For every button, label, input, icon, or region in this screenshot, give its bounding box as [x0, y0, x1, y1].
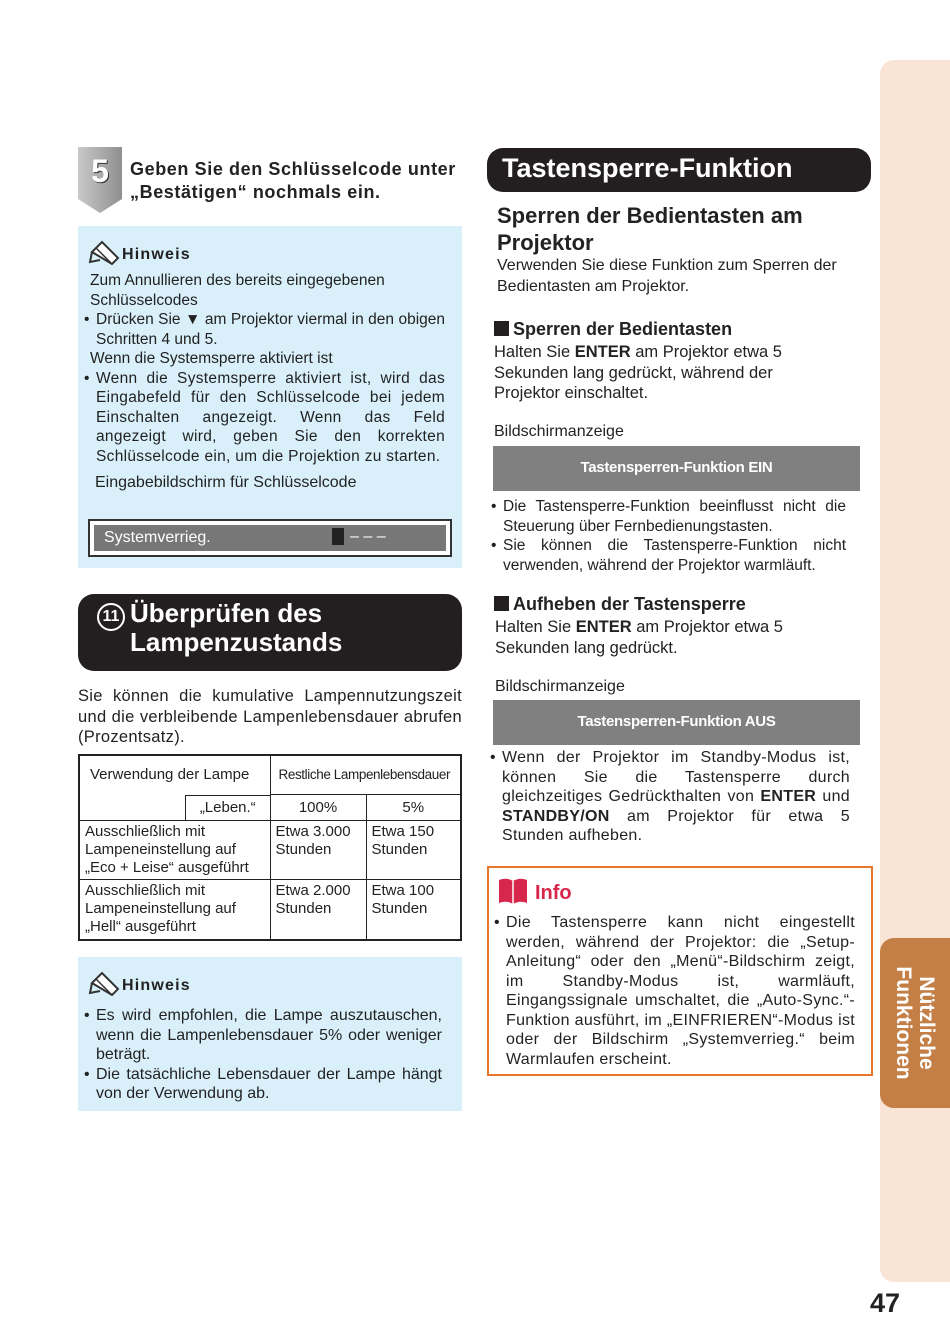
- unlock-bullet: [490, 748, 850, 846]
- bar-lock-on: [493, 446, 860, 491]
- section-title-line2: Lampenzustands: [130, 627, 343, 657]
- hinweis-box-1: [78, 226, 462, 568]
- screen-label-1: Bildschirmanzeige: [494, 423, 624, 440]
- book-icon: [497, 876, 529, 911]
- hinweis-bullet2: • Die tatsächliche Lebensdauer der Lampe hängt von der Verwendung ab.: [84, 1065, 442, 1104]
- table-head-remaining: Restliche Lampenlebensdauer: [270, 756, 460, 795]
- section-11-intro: Sie können die kumulative Lampennutzungszeit und die verbleibende Lampenlebensdauer abrufen (Prozentsatz).: [78, 687, 462, 746]
- lock-bullets: [491, 497, 846, 575]
- unlock-bullet-key1: ENTER: [760, 788, 817, 805]
- lock-head: [494, 319, 732, 340]
- table-leben-cell: [80, 795, 270, 821]
- screen-caption: Eingabebildschirm für Schlüsselcode: [95, 474, 357, 491]
- tastensperre-header: [487, 148, 871, 192]
- lamp-table: [80, 756, 460, 939]
- table-cell-100: Etwa 3.000 Stunden: [270, 821, 366, 880]
- table-cell-100: Etwa 2.000 Stunden: [270, 880, 366, 940]
- lock-head-text: Sperren der Bedientasten: [513, 319, 733, 339]
- lamp-table-wrap: [78, 754, 462, 941]
- table-row: [80, 880, 460, 940]
- info-box: [487, 866, 873, 1076]
- screen-label: Systemverrieg.: [104, 529, 211, 546]
- cursor-block: [332, 528, 344, 545]
- side-tab-line1: Nützliche: [915, 976, 938, 1070]
- unlock-head: [494, 594, 746, 615]
- bar-lock-off-text: Tastensperren-Funktion AUS: [577, 713, 776, 730]
- tastensperre-intro: Verwenden Sie diese Funktion zum Sperren der Bedientasten am Projektor.: [497, 257, 837, 295]
- keycode-input-screen: [88, 519, 452, 557]
- unlock-text-a: Halten Sie: [495, 618, 576, 636]
- bar-lock-off: [493, 700, 860, 745]
- lock-text-b: am Projektor etwa 5 Sekunden lang gedrückt, während der Projektor einschaltet.: [494, 343, 782, 402]
- table-leben-label: „Leben.“: [185, 795, 270, 821]
- tastensperre-title: Tastensperre-Funktion: [502, 153, 793, 183]
- square-marker: [494, 596, 509, 611]
- unlock-text: [495, 617, 835, 658]
- lock-text: [494, 342, 834, 404]
- tastensperre-subhead: Sperren der Bedientasten am Projektor: [497, 203, 803, 255]
- table-cell-5: Etwa 100 Stunden: [366, 880, 460, 940]
- section-number-circle: 11: [97, 603, 125, 631]
- lock-bullet1: • Die Tastensperre-Funktion beeinflusst nicht die Steuerung über Fernbedienungstasten.: [491, 497, 846, 536]
- unlock-text-b: am Projektor etwa 5 Sekunden lang gedrückt.: [495, 618, 783, 657]
- section-title-line1: Überprüfen des: [130, 598, 323, 628]
- screen-dashes: – – –: [350, 528, 386, 545]
- table-cell-usage: Ausschließlich mit Lampeneinstellung auf „Hell“ ausgeführt: [80, 880, 270, 940]
- lock-text-key: ENTER: [574, 343, 631, 361]
- unlock-bullet-key2: STANDBY/ON: [502, 807, 610, 825]
- step-number-badge: [78, 147, 122, 213]
- hinweis-sub2: Wenn die Systemsperre aktiviert ist: [90, 350, 333, 367]
- info-bullet: • Die Tastensperre kann nicht eingestellt werden, während der Projektor: die „Setup-Anleitung“ oder den „Menü“-Bildschirm zeigt, im Standby-Modus ist, warmläuft, Eingangssignale umschaltet, die „Auto-Sync.“-Funktion ausführt, im „EINFRIEREN“-Modus ist oder der Bildschirm „Systemverrieg.“ beim Warmlaufen erscheint.: [494, 913, 855, 1069]
- hinweis-box-2: [78, 957, 462, 1111]
- hinweis-bullet1: • Drücken Sie ▼ am Projektor viermal in den obigen Schritten 4 und 5.: [84, 310, 445, 349]
- pencil-icon: [88, 238, 122, 271]
- hinweis-label: Hinweis: [122, 245, 191, 263]
- table-cell-usage: Ausschließlich mit Lampeneinstellung auf „Eco + Leise“ ausgeführt: [80, 821, 270, 880]
- step-5-title: Geben Sie den Schlüsselcode unter „Bestätigen“ nochmals ein.: [130, 159, 456, 202]
- side-tab-line2: Funktionen: [892, 966, 915, 1080]
- step-number: 5: [91, 153, 109, 189]
- screen-label-2: Bildschirmanzeige: [495, 678, 625, 695]
- section-11-header: [78, 594, 462, 671]
- page-number: 47: [869, 1288, 900, 1318]
- pencil-icon: [88, 969, 122, 1002]
- lock-text-a: Halten Sie: [494, 343, 575, 361]
- hinweis-label: Hinweis: [122, 976, 191, 994]
- table-cell-5: Etwa 150 Stunden: [366, 821, 460, 880]
- lock-bullet2: • Sie können die Tastensperre-Funktion nicht verwenden, während der Projektor warmläuft.: [491, 536, 846, 575]
- table-row: [80, 821, 460, 880]
- hinweis-bullet1: • Es wird empfohlen, die Lampe auszutauschen, wenn die Lampenlebensdauer 5% oder weniger beträgt.: [84, 1006, 442, 1065]
- unlock-bullet-a: Wenn der Projektor im Standby-Modus ist, können Sie die Tastensperre durch gleichzeitiges Gedrückthalten von: [502, 749, 850, 805]
- info-label: Info: [535, 882, 572, 904]
- square-marker: [494, 321, 509, 336]
- table-col-5: 5%: [366, 795, 460, 821]
- hinweis-bullet2: • Wenn die Systemsperre aktiviert ist, wird das Eingabefeld für den Schlüsselcode bei jedem Einschalten angezeigt. Wenn das Feld angezeigt wird, geben Sie den korrekten Schlüsselcode ein, um die Projektion zu starten.: [84, 369, 445, 467]
- hinweis-sub1: Zum Annullieren des bereits eingegebenen Schlüsselcodes: [90, 272, 385, 309]
- unlock-bullets: [490, 748, 850, 846]
- unlock-bullet-b: und: [816, 788, 851, 805]
- unlock-text-key: ENTER: [575, 618, 632, 636]
- unlock-bullet-c: am Projektor für etwa 5 Stunden aufheben.: [502, 807, 850, 844]
- side-tab-nuetzliche-funktionen[interactable]: [880, 938, 950, 1108]
- unlock-head-text: Aufheben der Tastensperre: [513, 594, 746, 614]
- bar-lock-on-text: Tastensperren-Funktion EIN: [580, 459, 773, 476]
- table-col-100: 100%: [270, 795, 366, 821]
- table-head-usage: Verwendung der Lampe: [80, 756, 270, 795]
